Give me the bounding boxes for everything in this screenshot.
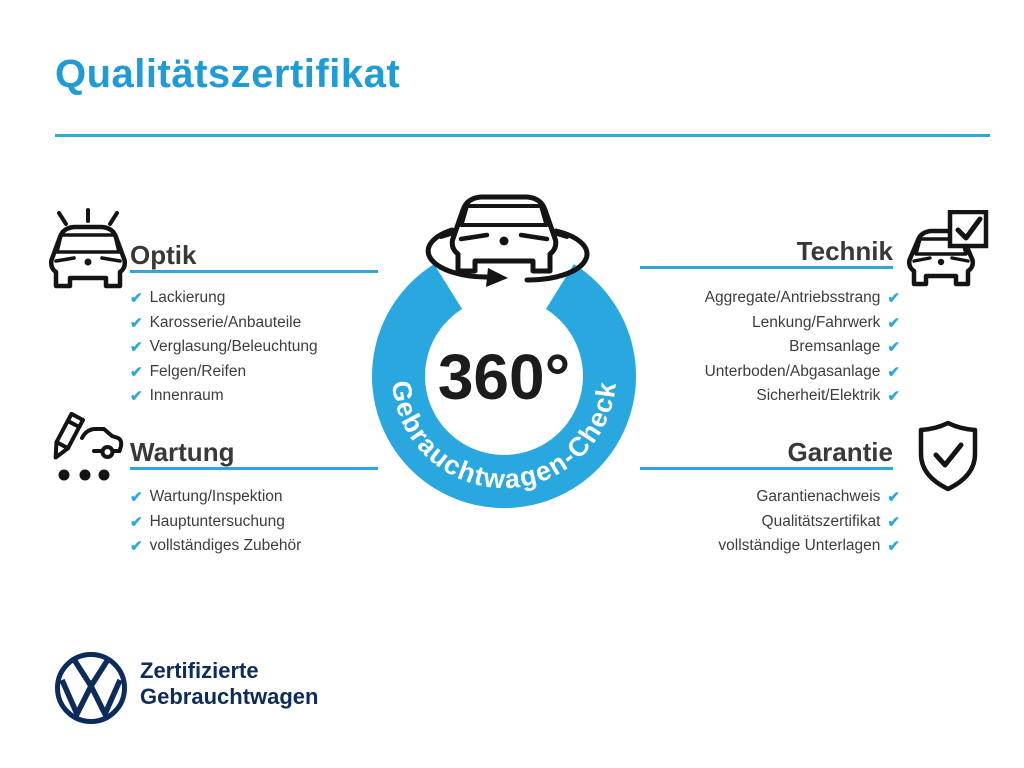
check-icon: ✔ <box>887 314 900 332</box>
list-item <box>130 485 301 510</box>
checklist-item-label: Qualitätszertifikat <box>761 512 881 530</box>
check-icon: ✔ <box>130 388 143 406</box>
check-icon: ✔ <box>887 513 900 531</box>
check-icon: ✔ <box>887 538 900 556</box>
check-icon: ✔ <box>130 339 143 357</box>
garantie-checklist <box>718 485 900 559</box>
check-icon: ✔ <box>887 339 900 357</box>
badge-value: 360° <box>437 341 571 413</box>
list-item <box>705 335 900 360</box>
check-icon: ✔ <box>130 489 143 507</box>
badge-360 <box>344 170 674 520</box>
section-divider-wartung <box>130 467 378 470</box>
vw-logo <box>53 650 129 726</box>
check-icon: ✔ <box>130 314 143 332</box>
section-divider-garantie <box>640 467 893 470</box>
check-icon: ✔ <box>130 363 143 381</box>
car-front-rotation-icon <box>428 197 587 287</box>
checklist-item-label: Unterboden/Abgasanlage <box>704 362 881 380</box>
footer-brand-text <box>140 658 318 710</box>
section-divider-optik <box>130 270 378 273</box>
check-icon: ✔ <box>887 290 900 308</box>
checklist-item-label: Sicherheit/Elektrik <box>756 387 881 405</box>
car-shine-icon <box>46 208 130 292</box>
list-item <box>705 360 900 385</box>
check-icon: ✔ <box>130 290 143 308</box>
title-divider <box>55 134 990 137</box>
section-title-optik: Optik <box>130 240 197 270</box>
list-item <box>130 534 301 559</box>
list-item <box>130 384 318 409</box>
check-icon: ✔ <box>887 388 900 406</box>
footer-line1: Zertifizierte <box>140 658 259 683</box>
checklist-item-label: Aggregate/Antriebsstrang <box>704 289 881 307</box>
optik-checklist <box>130 286 318 409</box>
checklist-item-label: Karosserie/Anbauteile <box>149 313 302 331</box>
list-item <box>705 286 900 311</box>
check-icon: ✔ <box>130 513 143 531</box>
checklist-item-label: Innenraum <box>149 387 224 405</box>
checklist-item-label: Verglasung/Beleuchtung <box>149 338 318 356</box>
section-title-technik: Technik <box>796 236 893 266</box>
page-title: Qualitätszertifikat <box>55 52 401 96</box>
check-icon: ✔ <box>887 363 900 381</box>
shield-check-icon <box>916 420 980 492</box>
checklist-item-label: vollständiges Zubehör <box>149 537 302 555</box>
check-icon: ✔ <box>887 489 900 507</box>
checklist-item-label: Garantienachweis <box>756 488 881 506</box>
list-item <box>718 534 900 559</box>
technik-checklist <box>705 286 900 409</box>
section-title-wartung: Wartung <box>130 437 235 467</box>
list-item <box>130 286 318 311</box>
list-item <box>718 485 900 510</box>
checklist-item-label: Felgen/Reifen <box>149 362 247 380</box>
checklist-item-label: Wartung/Inspektion <box>149 488 283 506</box>
service-checklist-car-icon <box>46 412 130 496</box>
list-item <box>705 311 900 336</box>
list-item <box>130 311 318 336</box>
checklist-item-label: Lackierung <box>149 289 226 307</box>
checklist-item-label: Bremsanlage <box>789 338 881 356</box>
list-item <box>705 384 900 409</box>
checklist-item-label: Hauptuntersuchung <box>149 512 285 530</box>
ring-label: Gebrauchtwagen-Check <box>385 378 623 495</box>
list-item <box>718 510 900 535</box>
section-title-garantie: Garantie <box>787 437 893 467</box>
wartung-checklist <box>130 485 301 559</box>
list-item <box>130 335 318 360</box>
checklist-item-label: Lenkung/Fahrwerk <box>752 313 881 331</box>
car-checkbox-icon <box>906 210 990 290</box>
check-icon: ✔ <box>130 538 143 556</box>
list-item <box>130 360 318 385</box>
section-divider-technik <box>640 266 893 269</box>
checklist-item-label: vollständige Unterlagen <box>718 537 881 555</box>
list-item <box>130 510 301 535</box>
footer-line2: Gebrauchtwagen <box>140 684 319 709</box>
